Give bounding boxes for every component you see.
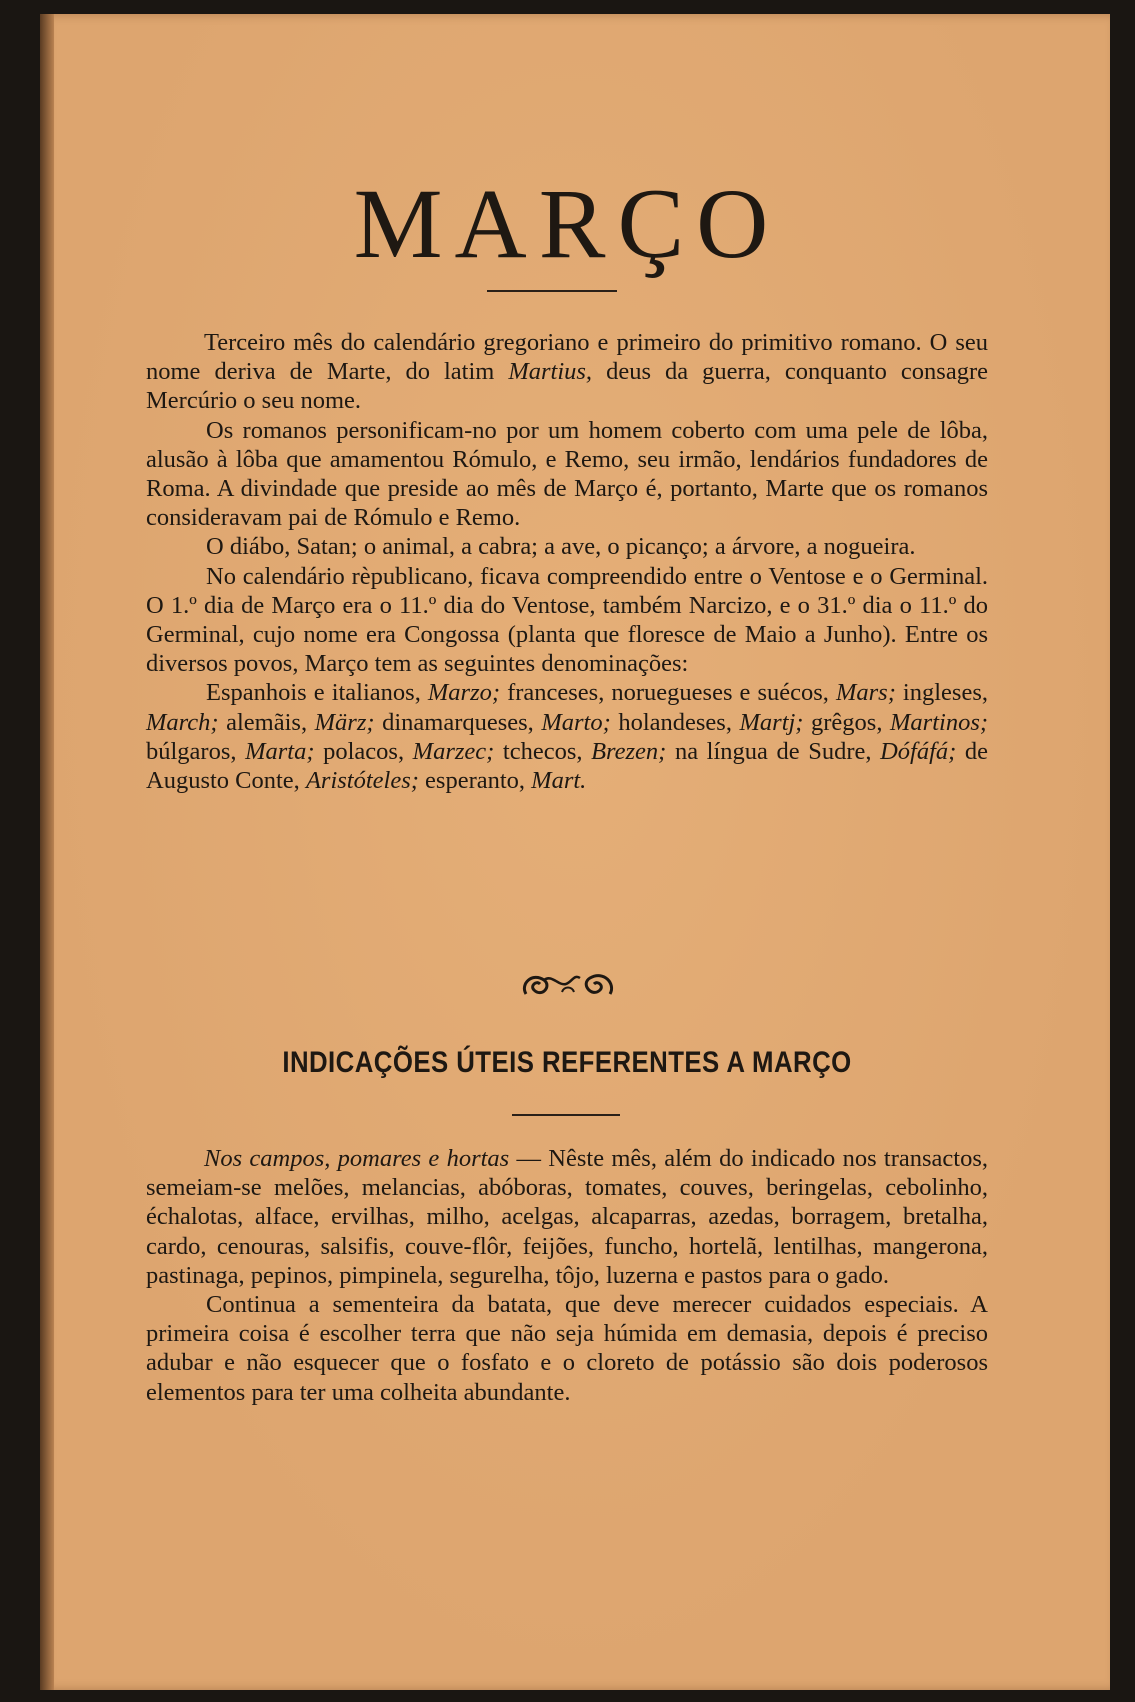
tips-text [146,1144,988,1407]
italic-term: Dófáfá; [880,737,957,765]
italic-term: Mart. [531,767,587,795]
text-run: búlgaros, [146,737,246,765]
italic-term: Marzec; [412,737,495,765]
heading-divider [512,1114,620,1116]
title-divider [487,290,617,292]
text-run: Espanhois e italianos, [206,679,428,707]
text-run: de Augusto Conte, [146,737,989,795]
text-run: dinamarqueses, [374,708,542,736]
italic-term: Martius, [508,358,593,386]
italic-term: Martj; [739,708,804,736]
text-run: grêgos, [803,708,891,736]
text-run: na língua de Sudre, [666,737,881,765]
intro-paragraph [146,678,988,795]
text-run: — Nêste mês, além do indicado nos transactos, semeiam-se melões, melancias, abóboras, tomates, couves, beringelas, cebolinho, échalotas, alface, ervilhas, milho, acelgas, alcaparras, azedas, borragem, bretalha, cardo, cenouras, salsifis, couve-flôr, feijões, funcho, hortelã, lentilhas, mangerona, pastinaga, pepinos, pimpinela, segurelha, tôjo, luzerna e pastos para o gado. [146,1145,988,1289]
intro-text [146,328,988,795]
italic-term: März; [314,708,375,736]
tips-paragraph [146,1290,988,1407]
page-spine-shadow [40,14,54,1690]
text-run: Continua a sementeira da batata, que deve merecer cuidados especiais. A primeira coisa é escolher terra que não seja húmida em demasia, depois é preciso adubar e não esquecer que o fosfato e o cloreto de potássio são dois poderosos elementos para ter uma colheita abundante. [146,1291,988,1406]
text-run: Terceiro mês do calendário gregoriano e primeiro do primitivo romano. O seu nome deriva de Marte, do latim [146,329,988,386]
italic-term: Mars; [835,679,896,707]
intro-paragraph [146,328,988,416]
italic-term: Nos campos, pomares e hortas [204,1145,510,1172]
italic-term: Marzo; [427,679,501,707]
text-run: alemãis, [218,708,315,736]
italic-term: Brezen; [591,737,667,765]
text-run: ingleses, [895,679,988,707]
text-run: Os romanos personificam-no por um homem coberto com uma pele de lôba, alusão à lôba que amamentou Rómulo, e Remo, seu irmão, lendários fundadores de Roma. A divindade que preside ao mês de Março é, portanto, Marte que os romanos consideravam pai de Rómulo e Remo. [146,416,988,532]
italic-term: Aristóteles; [305,767,419,795]
italic-term: Marto; [541,708,611,736]
text-run: tchecos, [494,737,592,765]
text-run: franceses, noruegueses e suécos, [500,679,836,707]
text-run: esperanto, [418,767,532,795]
intro-paragraph [146,532,988,561]
italic-term: Martinos; [890,708,989,736]
italic-term: Marta; [245,737,315,765]
text-run: polacos, [314,737,413,765]
page-title: MARÇO [353,168,781,279]
text-run: O diábo, Satan; o animal, a cabra; a ave, o picanço; a árvore, a nogueira. [206,533,916,561]
book-page [40,14,1110,1690]
text-run: No calendário rèpublicano, ficava compreendido entre o Ventose e o Germinal. O 1.º dia de Março era o 11.º dia do Ventose, também Narcizo, e o 31.º dia o 11.º do Germinal, cujo nome era Congossa (planta que floresce de Maio a Junho). Entre os diversos povos, Março tem as seguintes denominações: [146,562,988,678]
section-heading: INDICAÇÕES ÚTEIS REFERENTES A MARÇO [282,1046,852,1079]
intro-paragraph [146,416,988,533]
italic-term: March; [146,708,219,736]
text-run: holandeses, [610,708,740,736]
intro-paragraph [146,562,988,679]
text-run: deus da guerra, conquanto consagre Mercúrio o seu nome. [146,358,988,415]
tips-paragraph [146,1144,988,1290]
ornament-icon [518,966,618,1006]
